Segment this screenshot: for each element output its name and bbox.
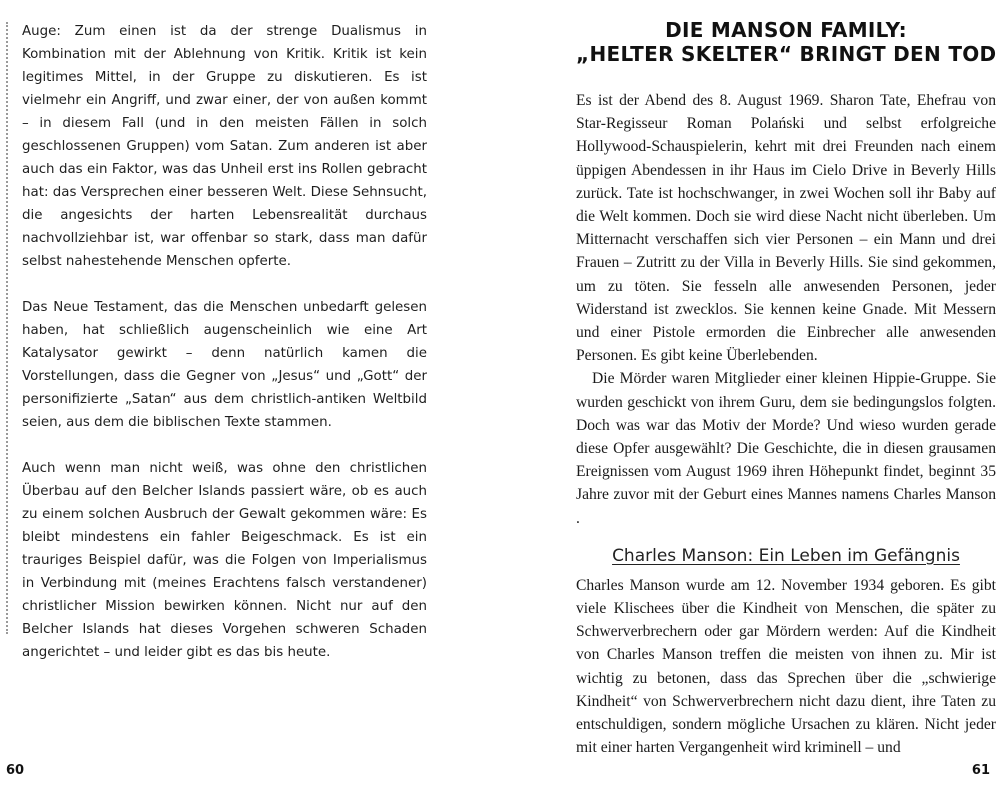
left-paragraph-2: Das Neue Testament, das die Menschen unbedarft gelesen haben, hat schließlich augenscheinlich wie eine Art Katalysator gewirkt – denn natürlich kamen die Vorstellungen, dass die Gegner von „Jesus“ und „Gott“ der personifizierte „Satan“ aus dem christlich-antiken Weltbild seien, aus dem die biblischen Texte stammen. [22,300,427,430]
chapter-title [576,18,996,66]
right-page [530,0,1000,800]
left-paragraph-3: Auch wenn man nicht weiß, was ohne den christlichen Überbau auf den Belcher Islands passiert wäre, ob es auch zu einem solchen Ausbruch der Gewalt gekommen wäre: Es bleibt mindestens ein fahler Beigeschmack. Es ist ein trauriges Beispiel dafür, was die Folgen von Imperialismus in Verbindung mit (meines Erachtens falsch verstandener) christlicher Mission bewirken können. Nicht nur auf den Belcher Islands hat dieses Vorgehen schweren Schaden angerichtet – und leider gibt es das bis heute. [22,461,427,660]
right-paragraph-1: Es ist der Abend des 8. August 1969. Sharon Tate, Ehefrau von Star-Regisseur Roman Polański und selbst erfolgreiche Hollywood-Schauspielerin, kehrt mit drei Freunden nach einem üppigen Abendessen in ihr Haus im Cielo Drive in Beverly Hills zurück. Tate ist hochschwanger, in zwei Wochen soll ihr Baby auf die Welt kommen. Doch sie wird diese Nacht nicht überleben. Um Mitternacht verschaffen sich vier Personen – ein Mann und drei Frauen – Zutritt zu der Villa in Beverly Hills. Sie sind gekommen, um zu töten. Sie fesseln alle anwesenden Personen, jeder Widerstand ist zwecklos. Sie kennen keine Gnade. Mit Messern und einer Pistole ermorden die Einbrecher alle anwesenden Personen. Es gibt keine Überlebenden. [576,92,996,365]
page-number-right: 61 [971,763,990,778]
dotted-margin-rule [6,22,8,634]
chapter-title-line-2: „HELTER SKELTER“ BRINGT DEN TOD [576,42,997,66]
chapter-title-line-1: DIE MANSON FAMILY: [665,18,907,42]
left-paragraph-1: Auge: Zum einen ist da der strenge Dualismus in Kombination mit der Ablehnung von Kritik. Kritik ist kein legitimes Mittel, in der Gruppe zu diskutieren. Es ist vielmehr ein Angriff, und zwar einer, der von außen kommt – in diesem Fall (und in den meisten Fällen in solch geschlossenen Gruppen) vom Satan. Zum anderen ist aber auch das ein Faktor, was das Unheil erst ins Rollen gebracht hat: das Versprechen einer besseren Welt. Diese Sehnsucht, die angesichts der harten Lebensrealität durchaus nachvollziehbar ist, war offenbar so stark, dass man dafür selbst nahestehende Menschen opferte. [22,24,427,269]
left-page [0,0,470,800]
page-number-left: 60 [6,763,25,778]
section-heading: Charles Manson: Ein Leben im Gefängnis [612,545,960,566]
right-paragraph-2: Die Mörder waren Mitglieder einer kleinen Hippie-Gruppe. Sie wurden geschickt von ihrem Guru, dem sie bedingungslos folgten. Doch was war das Motiv der Morde? Und wieso wurden gerade diese Opfer ausgewählt? Die Geschichte, die in diesen grausamen Ereignissen vom August 1969 ihren Höhepunkt findet, beginnt 35 Jahre zuvor mit der Geburt eines Mannes namens Charles Manson . [576,370,996,527]
left-page-body [22,20,427,664]
right-page-body [576,89,996,759]
section-paragraph: Charles Manson wurde am 12. November 1934 geboren. Es gibt viele Klischees über die Kindheit von Menschen, die später zu Schwerverbrechern oder gar Mördern werden: Auf die Kindheit von Charles Manson treffen die meisten von ihnen zu. Mir ist wichtig zu betonen, dass das Sprechen über die „schwierige Kindheit“ von Schwerverbrechern nicht dazu dient, ihre Taten zu entschuldigen, sondern mögliche Ursachen zu klären. Nicht jeder mit einer harten Vergangenheit wird kriminell – und [576,576,996,757]
